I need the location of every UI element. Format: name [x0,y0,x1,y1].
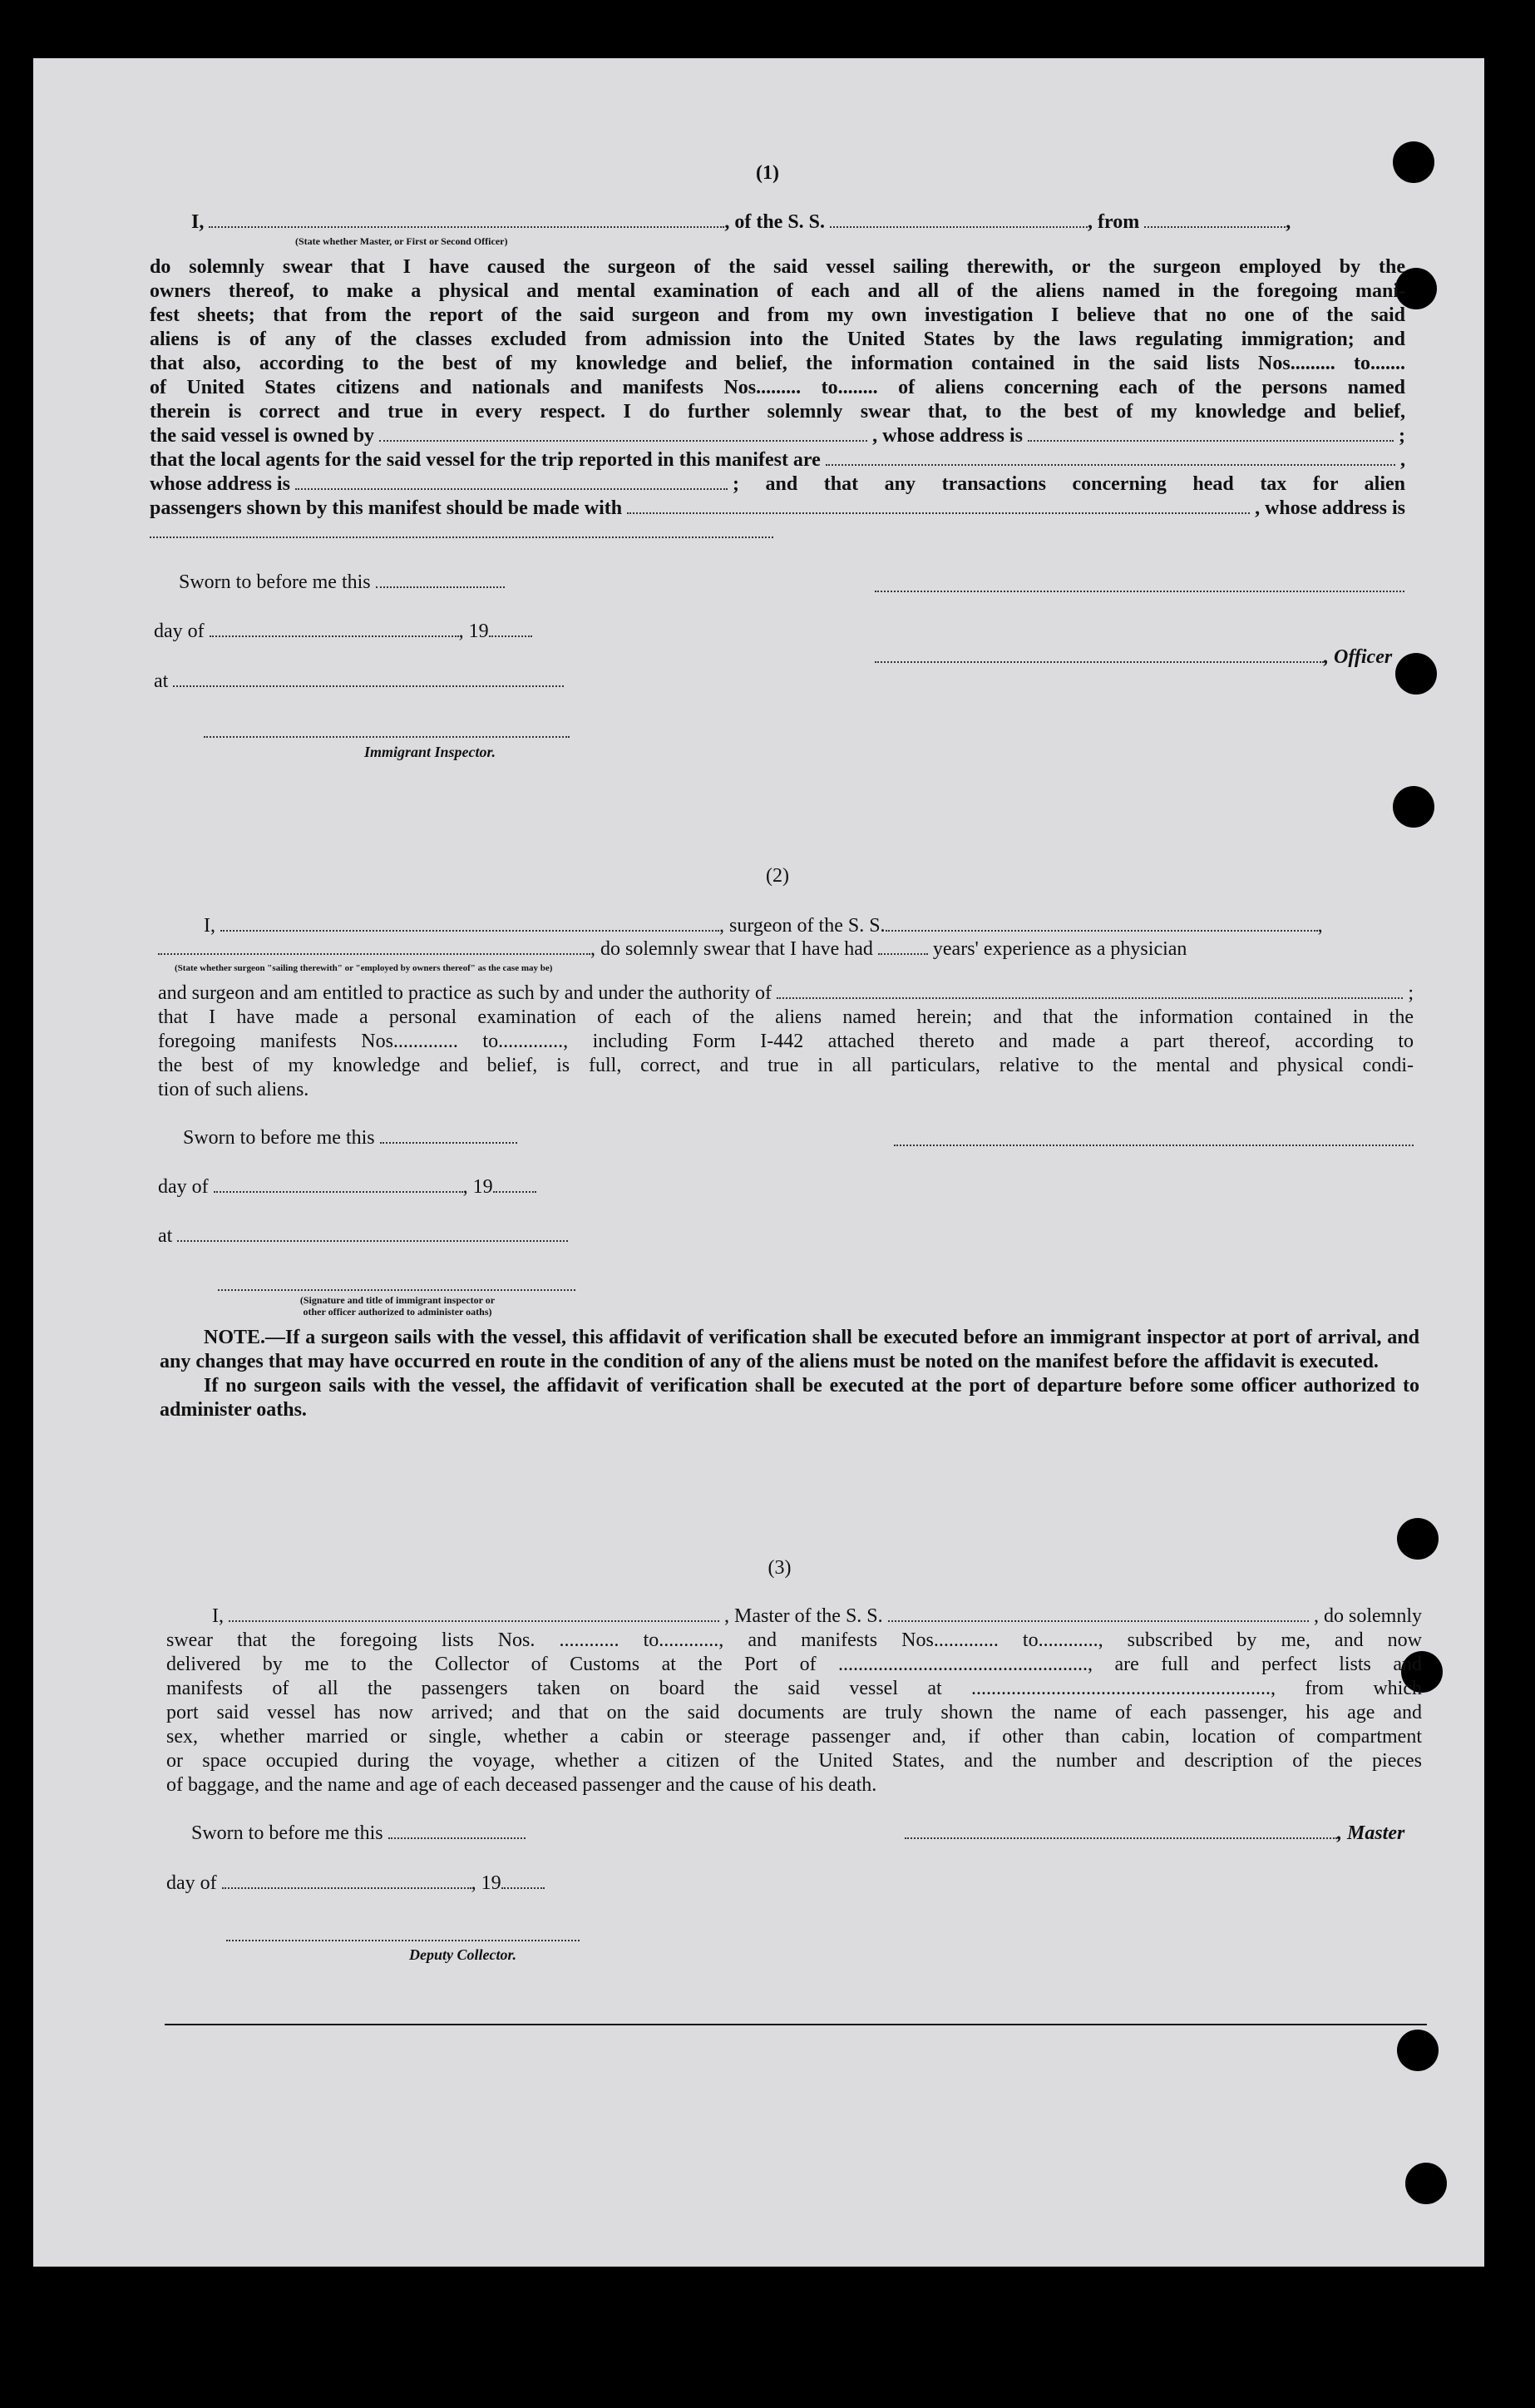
section-2-number: (2) [766,865,789,887]
s2-line: that I have made a personal examination of each of the aliens named herein; and that the information contained in the [158,1006,1414,1028]
punch-hole [1393,786,1434,828]
s2-opening-line [204,914,1323,938]
section-1-number: (1) [756,162,779,184]
s3-year-field[interactable] [501,1887,545,1889]
s1-owned-label: the said vessel is owned by [150,425,375,447]
s2-years-text: years' experience as a physician [932,938,1187,960]
s1-day-line [154,620,532,644]
s1-sworn-label: Sworn to before me this [179,571,371,593]
s1-line: aliens is of any of the classes excluded from admission into the United States by the laws regulating immigration; and [150,329,1405,350]
s3-master-signature-line [905,1822,1404,1846]
s3-master-signature-field[interactable] [905,1837,1337,1839]
s2-capacity-field[interactable] [158,953,590,955]
s2-years-field[interactable] [878,953,928,955]
s1-headtax-text: ; and that any transactions concerning head tax for alien [732,473,1405,495]
s3-line: sex, whether married or single, whether a cabin or steerage passenger and, if other than cabin, location of compartment [166,1726,1422,1748]
s3-do-solemnly: , do solemnly [1314,1605,1422,1627]
s2-name-field[interactable] [220,930,719,932]
section-3-number: (3) [768,1557,792,1579]
s1-comma: , [1400,449,1405,471]
s2-ship-field[interactable] [886,930,1318,932]
s2-sworn-date-field[interactable] [380,1142,517,1144]
s1-inspector-signature-line[interactable] [204,736,570,738]
s3-opening-line [166,1605,1422,1629]
s3-year-prefix: , 19 [471,1872,501,1894]
s3-sworn-date-field[interactable] [388,1837,526,1839]
s2-year-prefix: , 19 [462,1176,493,1198]
s1-signature-line[interactable] [875,591,1404,592]
s2-note-1: NOTE.—If a surgeon sails with the vessel, this affidavit of verification shall be executed before an immigrant inspector at port of arrival, and any changes that may have occurred en route in the condition of any of the aliens must be noted on the manifest before the affidavit is executed. [160,1327,1419,1372]
s3-sworn-label: Sworn to before me this [191,1822,383,1844]
s2-note-2: If no surgeon sails with the vessel, the affidavit of verification shall be executed at the port of departure before some officer authorized to administer oaths. [160,1375,1419,1421]
s2-at-label: at [158,1225,173,1247]
s1-last-address-field[interactable] [150,536,773,538]
s2-day-line [158,1175,536,1199]
s2-at-line [158,1224,568,1249]
s1-officer-line [875,645,1392,670]
s3-line: delivered by me to the Collector of Customs at the Port of .................................................., are full and perfect lists and [166,1654,1422,1675]
s1-opening-line [191,210,1291,235]
s1-agents-line [150,448,1405,472]
s3-line: port said vessel has now arrived; and that on the said documents are truly shown the name of each passenger, his age and [166,1702,1422,1723]
s1-officer-label: , Officer [1324,646,1393,668]
s2-authority-line [158,981,1414,1006]
s3-line: or space occupied during the voyage, whether a citizen of the United States, and the number and description of the pieces [166,1750,1422,1772]
s1-whose-label: whose address is [150,473,290,495]
s1-ship-field[interactable] [830,226,1088,228]
s1-owner-address-field[interactable] [1028,440,1394,442]
s1-comma: , [1286,211,1291,233]
s1-place-field[interactable] [173,685,564,687]
s1-headtax-party-field[interactable] [627,512,1250,514]
s2-day-label: day of [158,1176,209,1198]
s3-sworn-line [191,1822,526,1846]
s2-signature-caption-line: other officer authorized to administer oaths) [303,1306,492,1318]
s1-i: I, [191,211,205,233]
s1-line: that also, according to the best of my knowledge and belief, the information contained in the said lists Nos......... to....... [150,353,1405,374]
s1-address-label: , whose address is [1255,497,1405,519]
s2-signature-caption-line: (Signature and title of immigrant inspector or [299,1294,496,1306]
s3-month-field[interactable] [222,1887,471,1889]
s2-authority-label: and surgeon and am entitled to practice as such by and under the authority of [158,982,772,1004]
s2-note [160,1326,1419,1422]
s1-year-field[interactable] [489,635,532,637]
s1-month-field[interactable] [210,635,459,637]
s3-day-line [166,1872,545,1896]
s2-authority-field[interactable] [777,997,1403,999]
s1-line: do solemnly swear that I have caused the surgeon of the said vessel sailing therewith, or the surgeon employed by the [150,256,1405,278]
s3-i: I, [212,1605,224,1627]
s1-owned-address-label: , whose address is [872,425,1023,447]
s1-passengers-line [150,497,1405,521]
s2-swear-text: , do solemnly swear that I have had [590,938,873,960]
s2-place-field[interactable] [177,1240,568,1242]
s3-master-label: , Master of the S. S. [724,1605,883,1627]
s2-year-field[interactable] [493,1191,536,1193]
s2-surgeon-label: , surgeon of the S. S. [719,915,886,937]
s1-agents-address-field[interactable] [295,488,728,490]
s1-from-field[interactable] [1144,226,1286,228]
s1-from: , from [1088,211,1140,233]
s2-i: I, [204,915,215,937]
s1-agents-label: that the local agents for the said vessel for the trip reported in this manifest are [150,449,821,471]
s1-whose-line [150,472,1405,497]
s1-at-label: at [154,670,169,692]
s2-sworn-label: Sworn to before me this [183,1127,375,1149]
s1-line: therein is correct and true in every respect. I do further solemnly swear that, to the best of my knowledge and belief, [150,401,1405,423]
punch-hole [1397,1518,1439,1560]
s1-officer-field[interactable] [875,661,1324,663]
s3-line: of baggage, and the name and age of each deceased passenger and the cause of his death. [166,1774,877,1796]
punch-hole [1405,2163,1447,2204]
s1-sworn-line [179,571,505,595]
s1-caption: (State whether Master, or First or Second Officer) [295,235,508,247]
s1-semicolon: ; [1399,425,1405,447]
s3-deputy-label: Deputy Collector. [409,1946,516,1963]
s2-caption: (State whether surgeon "sailing therewith" or "employed by owners thereof" as the case may be) [175,963,553,973]
s1-year-prefix: , 19 [458,621,489,642]
s1-last-line [150,521,1405,545]
punch-hole [1395,653,1437,695]
s1-owner-field[interactable] [379,440,867,442]
s1-agents-field[interactable] [826,464,1395,466]
s3-line: manifests of all the passengers taken on board the said vessel at ............................................................, from which [166,1678,1422,1699]
s3-paragraph [166,1605,1422,1797]
s1-name-field[interactable] [209,226,724,228]
s1-inspector-label: Immigrant Inspector. [364,744,496,760]
s1-line: owners thereof, to make a physical and mental examination of each and all of the aliens named in the foregoing mani- [150,280,1405,302]
punch-hole [1397,2030,1439,2071]
s1-paragraph [150,255,1405,545]
s1-line: of United States citizens and nationals and manifests Nos......... to........ of aliens concerning each of the persons named [150,377,1405,398]
s3-master-sig-label: , Master [1337,1822,1405,1844]
s2-sworn-line [183,1126,517,1150]
s2-semicolon: ; [1408,982,1414,1004]
s1-owned-line [150,424,1405,448]
s3-name-field[interactable] [229,1620,719,1622]
s1-line: fest sheets; that from the report of the said surgeon and from my own investigation I believe that no one of the said [150,304,1405,326]
s2-paragraph [158,981,1414,1102]
s2-month-field[interactable] [214,1191,463,1193]
s2-line: the best of my knowledge and belief, is full, correct, and true in all particulars, relative to the mental and physical condi- [158,1055,1414,1076]
s3-ship-field[interactable] [888,1620,1309,1622]
bottom-rule [165,2024,1427,2025]
s1-at-line [154,670,564,694]
s3-line: swear that the foregoing lists Nos. ............ to............, and manifests Nos............. to............, subscribed by me, and now [166,1629,1422,1651]
s2-line: tion of such aliens. [158,1079,309,1100]
s1-day-label: day of [154,621,205,642]
s1-of-ss: , of the S. S. [724,211,826,233]
s3-collector-signature-line[interactable] [226,1940,580,1941]
s2-line: foregoing manifests Nos............. to............., including Form I-442 attached thereto and made a part thereof, according to [158,1031,1414,1052]
s3-day-label: day of [166,1872,217,1894]
s2-inspector-signature-line[interactable] [218,1289,575,1291]
s1-passengers-label: passengers shown by this manifest should be made with [150,497,623,519]
s2-signature-line[interactable] [894,1145,1414,1146]
s1-sworn-date-field[interactable] [376,586,505,588]
s2-swear-line [158,937,1187,962]
s2-signature-caption [231,1294,564,1318]
s2-comma: , [1317,915,1323,937]
